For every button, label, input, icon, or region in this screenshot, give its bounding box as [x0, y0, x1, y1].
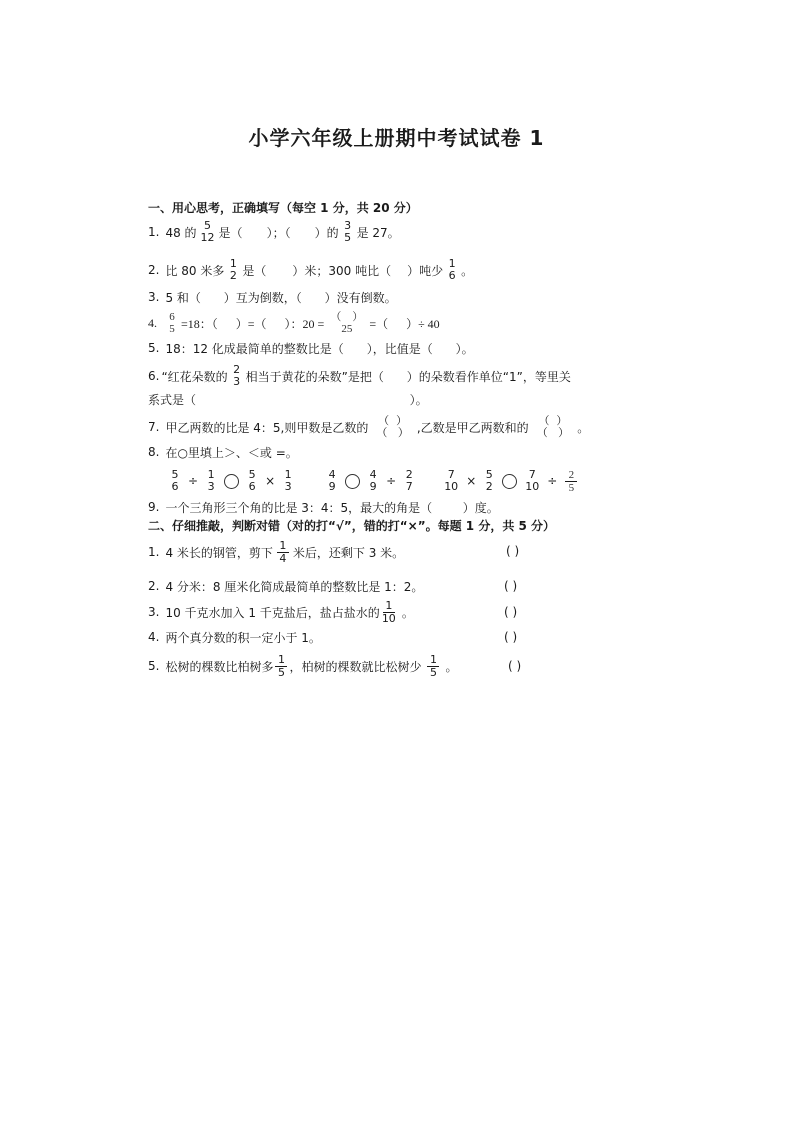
question-text: 在○里填上＞、＜或 =。 [165, 445, 298, 460]
fraction: 2 3 [233, 363, 241, 388]
question-text: ,乙数是甲乙两数和的 [416, 420, 529, 435]
question-text: 。 [461, 263, 474, 278]
question-text: ）的 [314, 225, 339, 240]
question-text: 甲乙两数的比是 4：5,则甲数是乙数的 [165, 420, 369, 435]
fraction: $\frac{1}{4}$ [277, 540, 289, 565]
question-text: 4 米长的钢管，剪下 [165, 545, 273, 560]
fraction: 5 2 [485, 468, 493, 493]
fraction: 5 12 [200, 219, 215, 244]
question-text: 4 分米：8 厘米化简成最简单的整数比是 1：2。 [165, 579, 424, 594]
question-text: ）吨少 [407, 263, 444, 278]
question-text: 10 千克水加入 1 千克盐后，盐占盐水的 [165, 605, 380, 620]
question-2-2 [148, 576, 423, 596]
question-number: 2. [148, 263, 160, 277]
comparison-row [166, 466, 581, 496]
question-text: ）米；300 吨比（ [292, 263, 392, 278]
question-number: 7. [148, 420, 160, 434]
question-text: ，柏树的棵数就比松树少 [289, 659, 422, 674]
question-1-7 [148, 414, 590, 439]
question-number: 9. [148, 500, 160, 514]
question-1-8 [148, 442, 298, 462]
judge-bracket[interactable]: ( ) [504, 579, 518, 593]
fraction: 6 5 [169, 311, 175, 335]
multiply-operator: × [466, 474, 477, 488]
question-1-2 [148, 257, 474, 282]
fraction: 1 3 [284, 468, 292, 493]
question-text: 。 [577, 420, 590, 435]
fraction: 4 9 [328, 468, 336, 493]
divide-operator: ÷ [386, 474, 397, 488]
question-number: 6. [148, 369, 160, 383]
fraction: $\frac{1}{5}$ [275, 654, 287, 679]
question-text: ）；（ [266, 225, 291, 240]
page-title: 小学六年级上册期中考试试卷 1 [248, 126, 545, 150]
fraction: $\frac{2}{5}$ [565, 469, 577, 494]
question-text: 米后，还剩下 3 米。 [292, 545, 405, 560]
question-number: 1. [148, 545, 160, 559]
question-number: 2. [148, 579, 160, 593]
question-number: 4. [148, 630, 160, 644]
fraction: （ ） 25 [330, 311, 364, 335]
question-number: 4. [148, 315, 157, 330]
question-number: 3. [148, 605, 160, 619]
judge-bracket[interactable]: ( ) [504, 630, 518, 644]
question-number: 5. [148, 341, 160, 355]
question-2-1 [148, 538, 405, 565]
question-1-6 [148, 363, 571, 388]
fraction: 5 6 [248, 468, 256, 493]
question-1-9 [148, 497, 499, 517]
judge-bracket[interactable]: ( ) [508, 659, 522, 673]
comparison-circle[interactable] [224, 474, 239, 489]
question-text: 松树的棵数比柏树多 [165, 659, 274, 674]
divide-operator: ÷ [547, 474, 558, 488]
question-number: 5. [148, 659, 160, 673]
multiply-operator: × [265, 474, 276, 488]
question-text: 18：12 化成最简单的整数比是（ ），比值是（ ）。 [165, 341, 474, 356]
fraction: 1 2 [229, 257, 237, 282]
comparison-circle[interactable] [345, 474, 360, 489]
fraction: $\frac{1}{5}$ [427, 654, 439, 679]
question-text: 5 和（ ）互为倒数，（ ）没有倒数。 [165, 290, 397, 305]
fraction-blank[interactable]: （ ） （ ） [536, 414, 570, 439]
question-text: 一个三角形三个角的比是 3：4：5，最大的角是（ ）度。 [165, 500, 499, 515]
fraction: 5 6 [171, 468, 179, 493]
question-number: 3. [148, 290, 160, 304]
question-1-3 [148, 287, 397, 307]
question-1-6-line2 [148, 389, 428, 409]
question-1-1 [148, 219, 400, 244]
fraction: 7 10 [444, 468, 459, 493]
question-number: 1. [148, 225, 160, 239]
fraction-blank[interactable]: （ ） （ ） [376, 414, 409, 439]
fraction: $\frac{1}{10}$ [381, 598, 396, 625]
judge-bracket[interactable]: ( ) [504, 605, 518, 619]
question-2-5 [148, 652, 458, 679]
question-1-5 [148, 338, 474, 358]
fraction: 7 10 [525, 468, 540, 493]
question-text: 是（ [242, 263, 267, 278]
question-2-3 [148, 598, 414, 625]
fraction: 4 9 [369, 468, 377, 493]
question-text: =（ ）÷ 40 [369, 316, 440, 331]
question-text: 48 的 [165, 225, 197, 240]
question-text: 是 27。 [356, 225, 400, 240]
fraction: 3 5 [344, 219, 352, 244]
question-text: 相当于黄花的朵数”是把（ ）的朵数看作单位“1”，等里关 [245, 369, 571, 384]
question-text: “红花朵数的 [161, 369, 228, 384]
question-text: 系式是（ ）。 [148, 392, 428, 407]
divide-operator: ÷ [188, 474, 199, 488]
section1-heading: 一、用心思考，正确填写（每空 1 分，共 20 分） [148, 201, 418, 215]
comparison-circle[interactable] [502, 474, 517, 489]
question-number: 8. [148, 445, 160, 459]
question-text: 比 80 米多 [165, 263, 225, 278]
question-text: 。 [445, 659, 458, 674]
judge-bracket[interactable]: ( ) [506, 544, 520, 558]
question-text: 。 [401, 605, 414, 620]
question-2-4 [148, 627, 321, 647]
question-text: 是（ [218, 225, 243, 240]
fraction: 1 6 [448, 257, 456, 282]
fraction: 2 7 [405, 468, 413, 493]
question-1-4 [148, 313, 440, 333]
fraction: 1 3 [207, 468, 215, 493]
question-text: 两个真分数的积一定小于 1。 [165, 630, 321, 645]
question-text: =18：（ ）=（ ）：20 = [181, 316, 325, 331]
section2-heading: 二、仔细推敲，判断对错（对的打“√”，错的打“×”。每题 1 分，共 5 分） [148, 519, 556, 533]
